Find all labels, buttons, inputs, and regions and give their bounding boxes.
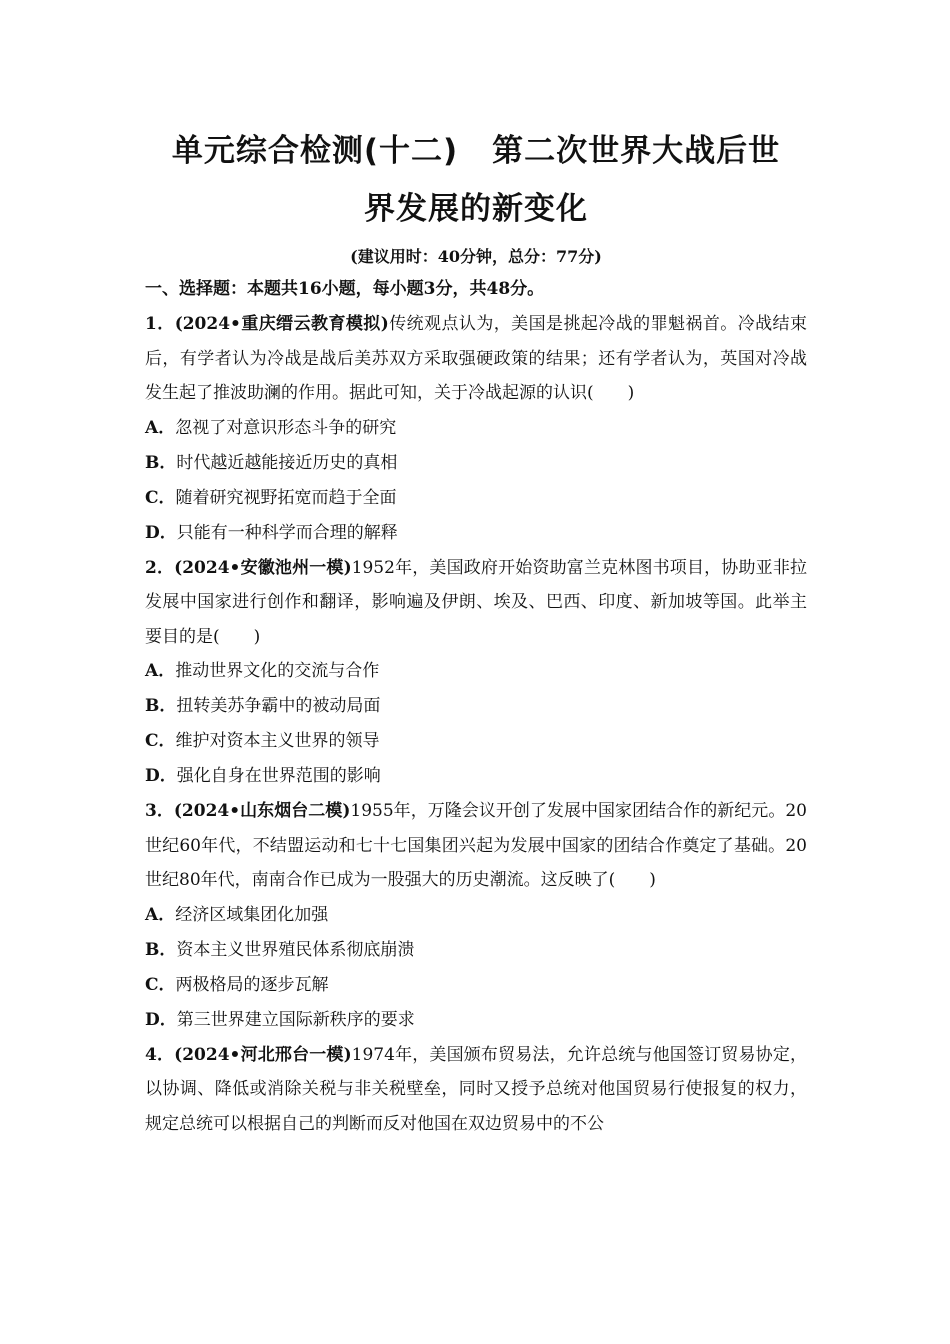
- option-letter: A．: [145, 417, 176, 438]
- option-text: 时代越近越能接近历史的真相: [176, 452, 398, 473]
- option-letter: C．: [145, 974, 176, 995]
- option-d: [145, 1003, 807, 1038]
- title-line-2: [145, 180, 807, 238]
- question-4: [145, 1038, 807, 1142]
- option-text: 忽视了对意识形态斗争的研究: [175, 417, 397, 438]
- question-source: (2024•重庆缙云教育模拟): [174, 314, 389, 334]
- question-number: 1．: [145, 314, 175, 334]
- question-text: 传统观点认为，美国是挑起冷战的罪魁祸首。冷战结束后，有学者认为冷战是战后美苏双方采取强硬政策的结果；还有学者认为，英国对冷战发生起了推波助澜的作用。据此可知，关于冷战起源的认识( ): [145, 314, 807, 403]
- option-text: 维护对资本主义世界的领导: [175, 731, 380, 751]
- option-text: 扭转美苏争霸中的被动局面: [176, 696, 381, 716]
- option-c: [145, 724, 807, 759]
- option-letter: A．: [145, 661, 176, 681]
- document-page: [145, 122, 807, 1141]
- time-and-score-info: (建议用时：40分钟，总分：77分): [350, 247, 602, 266]
- option-text: 强化自身在世界范围的影响: [176, 766, 381, 786]
- title-topic-part-1: 第二次世界大战后世: [492, 133, 781, 169]
- option-letter: C．: [145, 731, 176, 751]
- question-stem: [145, 551, 807, 655]
- option-c: [145, 481, 807, 516]
- option-text: 随着研究视野拓宽而趋于全面: [175, 487, 397, 508]
- option-a: [145, 654, 807, 689]
- title-line-1: [145, 122, 807, 180]
- question-source: (2024•安徽池州一模): [174, 557, 352, 578]
- question-number: 2．: [145, 557, 175, 578]
- question-2: [145, 551, 807, 795]
- option-text: 第三世界建立国际新秩序的要求: [176, 1009, 415, 1030]
- option-text: 两极格局的逐步瓦解: [175, 974, 329, 995]
- option-letter: A．: [145, 904, 176, 925]
- question-3: [145, 794, 807, 1038]
- section-heading: 一、选择题：本题共16小题，每小题3分，共48分。: [145, 279, 545, 299]
- option-d: [145, 759, 807, 794]
- option-d: [145, 516, 807, 551]
- option-text: 资本主义世界殖民体系彻底崩溃: [176, 939, 415, 960]
- question-stem: [145, 1038, 807, 1142]
- option-a: [145, 411, 807, 446]
- option-text: 只能有一种科学而合理的解释: [176, 522, 398, 543]
- option-c: [145, 968, 807, 1003]
- option-letter: C．: [145, 487, 176, 508]
- document-title: [145, 122, 807, 238]
- question-number: 3．: [145, 801, 174, 821]
- question-text: 1952年，美国政府开始资助富兰克林图书项目，协助亚非拉发展中国家进行创作和翻译，影响遍及伊朗、埃及、巴西、印度、新加坡等国。此举主要目的是( ): [145, 557, 807, 647]
- question-source: (2024•山东烟台二模): [173, 801, 351, 821]
- option-text: 推动世界文化的交流与合作: [175, 661, 380, 681]
- option-b: [145, 933, 807, 968]
- option-letter: B．: [145, 939, 177, 960]
- question-number: 4．: [145, 1044, 175, 1065]
- question-stem: [145, 307, 807, 411]
- title-unit-label: 单元综合检测(十二): [171, 133, 459, 169]
- question-source: (2024•河北邢台一模): [174, 1044, 352, 1065]
- option-b: [145, 446, 807, 481]
- question-text: 1955年，万隆会议开创了发展中国家团结合作的新纪元。20世纪60年代，不结盟运动和七十七国集团兴起为发展中国家的团结合作奠定了基础。20世纪80年代，南南合作已成为一股强大的历史潮流。这反映了( ): [145, 801, 807, 890]
- option-b: [145, 689, 807, 724]
- option-letter: D．: [145, 1009, 177, 1030]
- option-letter: B．: [145, 696, 177, 716]
- option-letter: D．: [145, 522, 177, 543]
- question-text: 1974年，美国颁布贸易法，允许总统与他国签订贸易协定，以协调、降低或消除关税与非关税壁垒，同时又授予总统对他国贸易行使报复的权力，规定总统可以根据自己的判断而反对他国在双边贸易中的不公: [145, 1044, 807, 1134]
- option-letter: B．: [145, 452, 177, 473]
- question-1: [145, 307, 807, 551]
- option-text: 经济区域集团化加强: [175, 904, 329, 925]
- question-stem: [145, 794, 807, 898]
- option-a: [145, 898, 807, 933]
- title-topic-part-2: 界发展的新变化: [364, 191, 588, 227]
- option-letter: D．: [145, 766, 177, 786]
